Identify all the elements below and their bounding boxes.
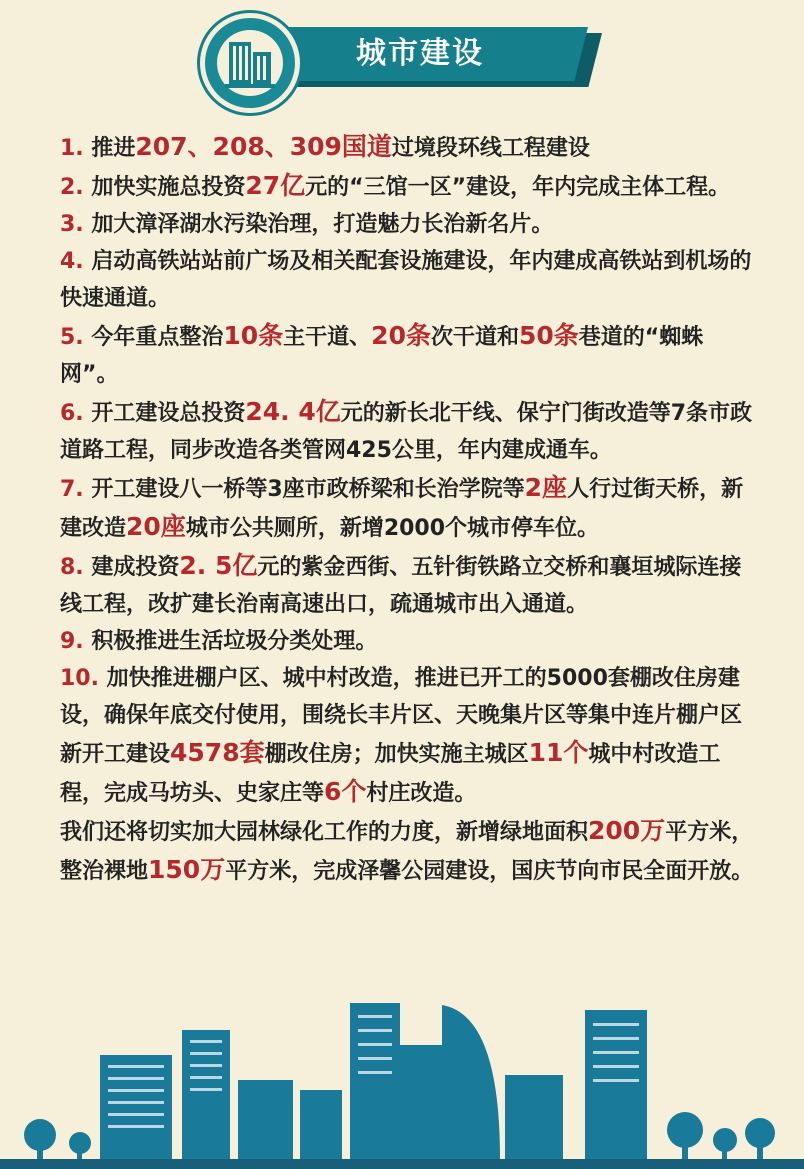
item-text: 开工建设总投资 [91, 401, 246, 426]
item-number: 7. [60, 477, 84, 502]
list-item [60, 660, 760, 812]
list-item [60, 206, 760, 243]
item-number: 2. [60, 175, 84, 200]
item-text: 加大漳泽湖水污染治理，打造魅力长治新名片。 [91, 212, 554, 237]
item-text: 加快推进棚户区、城中村改造，推进已开工的5000套棚改住房建设，确保年底交付使用，围绕长丰片区、天晚集片区等集中连片棚户区新开工建设 [60, 666, 743, 767]
item-text: 城市公共厕所，新增2000个城市停车位。 [185, 516, 600, 541]
item-text: 推进 [91, 136, 136, 161]
highlight-text: 150万 [148, 855, 226, 884]
item-number: 1. [60, 136, 84, 161]
item-number: 9. [60, 629, 84, 654]
item-text: 主干道、 [283, 325, 372, 350]
item-text: 今年重点整治 [91, 325, 224, 350]
list-item [60, 243, 760, 317]
item-text: 开工建设八一桥等3座市政桥梁和长治学院等 [91, 477, 525, 502]
item-text: 建成投资 [91, 555, 180, 580]
highlight-text: 2. 5亿 [179, 551, 258, 580]
highlight-text: 20座 [126, 512, 186, 541]
list-item [60, 317, 760, 393]
list-item [60, 547, 760, 623]
highlight-text: 11个 [528, 738, 589, 767]
item-number: 3. [60, 212, 84, 237]
highlight-text: 200万 [588, 816, 666, 845]
item-text: 次干道和 [430, 325, 519, 350]
building-icon [225, 36, 275, 88]
list-item [60, 623, 760, 660]
highlight-text: 2座 [524, 473, 568, 502]
item-number: 5. [60, 325, 84, 350]
item-text: 平方米，整治裸地 [60, 820, 754, 884]
city-skyline-illustration [0, 995, 804, 1169]
item-text: 元的紫金西街、五针街铁路立交桥和襄垣城际连接线工程，改扩建长治南高速出口，疏通城市出入通道。 [60, 555, 742, 617]
item-number: 8. [60, 555, 84, 580]
item-text: 村庄改造。 [366, 781, 477, 806]
list-item [60, 393, 760, 469]
item-number: 10. [60, 666, 99, 691]
item-text: 元的新长北干线、保宁门街改造等7条市政道路工程，同步改造各类管网425公里，年内建成通车。 [60, 401, 753, 463]
item-text: 加快实施总投资 [91, 175, 246, 200]
item-text: 启动高铁站站前广场及相关配套设施建设，年内建成高铁站到机场的快速通道。 [60, 249, 752, 311]
list-item [60, 469, 760, 547]
item-text: 我们还将切实加大园林绿化工作的力度，新增绿地面积 [60, 820, 589, 845]
item-text: 棚改住房；加快实施主城区 [264, 742, 529, 767]
item-text: 人行过街天桥，新建改造 [60, 477, 744, 541]
item-text: 元的“三馆一区”建设，年内完成主体工程。 [305, 175, 731, 200]
highlight-text: 207、208、309国道 [135, 132, 392, 161]
item-text: 城中村改造工程，完成马坊头、史家庄等 [60, 742, 721, 806]
item-text: 巷道的“蜘蛛网”。 [60, 325, 704, 387]
highlight-text: 27亿 [245, 171, 306, 200]
highlight-text: 20条 [371, 321, 431, 350]
page-title: 城市建设 [356, 36, 484, 71]
list-item [60, 812, 760, 890]
highlight-text: 50条 [518, 321, 579, 350]
item-number: 6. [60, 401, 84, 426]
item-text: 平方米，完成泽馨公园建设，国庆节向市民全面开放。 [225, 859, 754, 884]
item-text: 过境段环线工程建设 [391, 136, 590, 161]
list-item [60, 128, 760, 167]
content-list [60, 128, 760, 890]
highlight-text: 6个 [324, 777, 367, 806]
item-number: 4. [60, 249, 84, 274]
title-badge [200, 13, 300, 113]
header [0, 0, 804, 120]
list-item [60, 167, 760, 206]
item-text: 积极推进生活垃圾分类处理。 [91, 629, 378, 654]
highlight-text: 24. 4亿 [245, 397, 341, 426]
highlight-text: 10条 [223, 321, 284, 350]
highlight-text: 4578套 [170, 738, 265, 767]
